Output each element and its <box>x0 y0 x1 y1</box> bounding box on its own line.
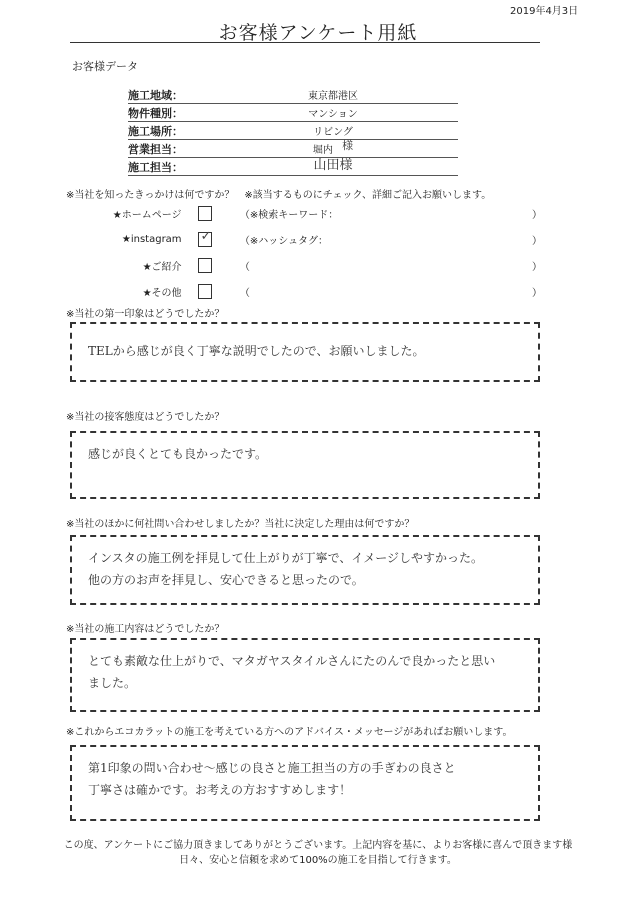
option-label: ★instagram <box>121 233 182 245</box>
info-label: 営業担当： <box>128 142 183 156</box>
homepage-checkbox[interactable] <box>198 206 212 221</box>
info-label: 施工担当： <box>128 160 183 174</box>
footer-line: 日々、安心と信頼を求めて100%の施工を目指して行きます。 <box>179 855 457 866</box>
question-work-quality: ※当社の施工内容はどうでしたか？ <box>66 624 225 635</box>
answer-box-work-quality[interactable] <box>70 638 540 712</box>
title-underline <box>70 42 540 43</box>
info-row-property-type <box>128 104 458 122</box>
info-label: 施工場所： <box>128 124 183 138</box>
discovery-options <box>72 200 542 304</box>
option-detail: （ <box>239 261 250 273</box>
page-title: お客様アンケート用紙 <box>218 22 418 44</box>
question-reason: ※当社のほかに何社問い合わせしましたか？当社に決定した理由は何ですか？ <box>66 519 415 530</box>
question-discovery: ※当社を知ったきっかけは何ですか？ ※該当するものにチェック、詳細ご記入お願いします。 <box>66 190 492 201</box>
answer-text-line: ました。 <box>88 676 137 690</box>
answer-text-line: インスタの施工例を拝見して仕上がりが丁寧で、イメージしやすかった。 <box>88 551 484 565</box>
option-close: ） <box>532 209 543 221</box>
referral-checkbox[interactable] <box>198 258 212 273</box>
option-label: ★その他 <box>142 287 182 299</box>
footer-line: この度、アンケートにご協力頂きましてありがとうございます。上記内容を基に、よりお客様に喜んで頂きます様 <box>63 840 573 851</box>
info-label: 施工地域： <box>128 88 183 102</box>
handwritten-staff-name: 山田様 <box>313 158 353 173</box>
option-close: ） <box>532 235 543 247</box>
info-row-sales-staff <box>128 140 458 158</box>
info-value <box>208 138 458 157</box>
option-detail: （※検索キーワード： <box>239 209 339 221</box>
option-close: ） <box>532 261 543 273</box>
question-advice: ※これからエコカラットの施工を考えている方へのアドバイス・メッセージがあればお願いします。 <box>66 727 513 738</box>
footer-message <box>0 838 636 868</box>
answer-text: TELから感じが良く丁寧な説明でしたので、お願いしました。 <box>88 344 425 358</box>
check-mark-icon: ✓ <box>200 228 212 244</box>
answer-box-reason[interactable] <box>70 535 540 605</box>
answer-box-service-attitude[interactable] <box>70 431 540 499</box>
option-detail: （※ハッシュタグ： <box>239 235 329 247</box>
option-label: ★ホームページ <box>112 209 182 221</box>
info-value: マンション <box>308 109 358 120</box>
info-row-area <box>128 86 458 104</box>
instagram-checkbox[interactable] <box>198 228 212 247</box>
question-first-impression: ※当社の第一印象はどうでしたか？ <box>66 309 225 320</box>
sales-staff-name: 堀内 <box>312 144 333 156</box>
option-referral <box>72 252 542 278</box>
info-value <box>208 157 458 176</box>
info-value: リビング <box>313 127 353 138</box>
customer-info-table <box>128 86 458 176</box>
other-checkbox[interactable] <box>198 284 212 299</box>
option-instagram <box>72 226 542 252</box>
handwritten-honorific: 様 <box>342 138 354 152</box>
customer-section-heading: お客様データ <box>72 60 138 73</box>
answer-text-line: 丁寧さは確かです。お考えの方おすすめします！ <box>88 783 352 797</box>
survey-date: 2019年4月3日 <box>510 6 579 17</box>
option-homepage <box>72 200 542 226</box>
option-other <box>72 278 542 304</box>
info-row-construction-staff <box>128 158 458 176</box>
answer-text-line: 他の方のお声を拝見し、安心できると思ったので。 <box>88 573 364 587</box>
info-value: 東京都港区 <box>308 91 358 102</box>
info-row-location <box>128 122 458 140</box>
answer-text-line: とても素敵な仕上がりで、マタガヤスタイルさんにたのんで良かったと思い <box>88 654 496 668</box>
answer-box-advice[interactable] <box>70 745 540 821</box>
question-service-attitude: ※当社の接客態度はどうでしたか？ <box>66 412 225 423</box>
option-close: ） <box>532 287 543 299</box>
answer-text-line: 第1印象の問い合わせ〜感じの良さと施工担当の方の手ぎわの良さと <box>88 761 456 775</box>
info-label: 物件種別： <box>128 106 183 120</box>
option-label: ★ご紹介 <box>142 261 182 273</box>
option-detail: （ <box>239 287 250 299</box>
answer-text: 感じが良くとても良かったです。 <box>88 447 268 461</box>
answer-box-first-impression[interactable] <box>70 322 540 382</box>
